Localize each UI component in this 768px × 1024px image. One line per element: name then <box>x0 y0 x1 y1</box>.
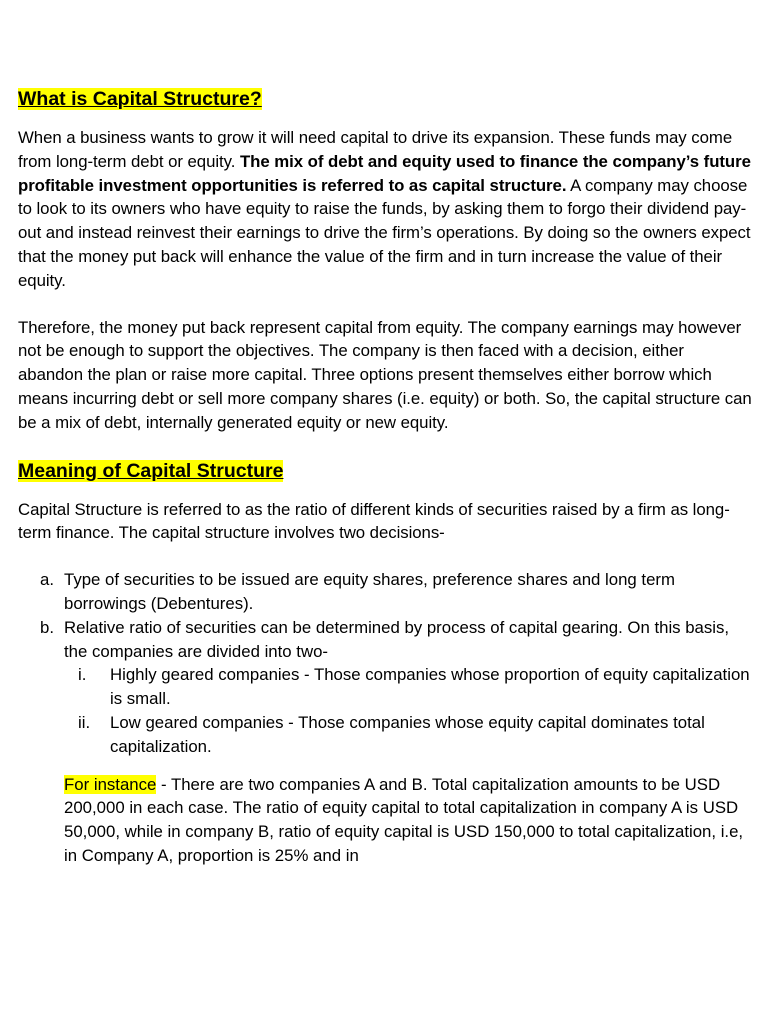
sublist-marker: i. <box>78 665 87 685</box>
list-marker: b. <box>40 617 54 637</box>
sublist-marker: ii. <box>78 712 91 732</box>
sublist-item-ii <box>64 711 753 759</box>
heading-text: Meaning of Capital Structure <box>18 459 284 482</box>
paragraph-intro <box>18 126 753 293</box>
heading-meaning-of-capital-structure <box>18 458 753 484</box>
list-item-text: Type of securities to be issued are equity shares, preference shares and long term borrowings (Debentures). <box>64 570 675 613</box>
document-page <box>18 86 753 868</box>
heading-text: What is Capital Structure? <box>18 88 262 110</box>
list-item-a <box>18 568 753 616</box>
paragraph-meaning-intro: Capital Structure is referred to as the ratio of different kinds of securities raised by a firm as long-term finance. The capital structure involves two decisions- <box>18 499 730 543</box>
paragraph-intro-text-a: When a business wants to grow it will need capital to drive its expansion. These funds may come from long-term debt or equity. <box>18 128 733 171</box>
paragraph-for-instance <box>64 773 753 868</box>
list-marker: a. <box>40 570 54 590</box>
sublist-item-text: Highly geared companies - Those companies whose proportion of equity capitalization is small. <box>110 665 750 709</box>
sublist-item-text: Low geared companies - Those companies whose equity capital dominates total capitalization. <box>110 712 705 756</box>
list-item-text: Relative ratio of securities can be determined by process of capital gearing. On this basis, the companies are divided into two- <box>64 617 730 661</box>
decisions-list <box>18 568 753 758</box>
heading-what-is-capital-structure <box>18 86 753 112</box>
for-instance-text: - There are two companies A and B. Total capitalization amounts to be USD 200,000 in each case. The ratio of equity capital to total capitalization in company A is USD 50,000, while in company B, ratio of equity capital is USD 150,000 to total capitalization, i.e, in Company A, proportion is 25% and in <box>64 774 744 865</box>
for-instance-label: For instance <box>64 774 157 794</box>
list-item-b <box>18 616 753 759</box>
sublist-item-i <box>64 663 753 711</box>
paragraph-intro-text-b: A company may choose to look to its owners who have equity to raise the funds, by asking them to forgo their dividend pay-out and instead reinvest their earnings to drive the firm’s operations. By doing so the owners expect that the money put back will enhance the value of the firm and in turn increase the value of their equity. <box>18 175 751 290</box>
paragraph-therefore: Therefore, the money put back represent capital from equity. The company earnings may however not be enough to support the objectives. The company is then faced with a decision, either abandon the plan or raise more capital. Three options present themselves either borrow which means incurring debt or sell more company shares (i.e. equity) or both. So, the capital structure can be a mix of debt, internally generated equity or new equity. <box>18 317 752 432</box>
paragraph-intro-bold: The mix of debt and equity used to finance the company’s future profitable investment opportunities is referred to as capital structure. <box>18 151 751 195</box>
gearing-sublist <box>64 663 753 758</box>
